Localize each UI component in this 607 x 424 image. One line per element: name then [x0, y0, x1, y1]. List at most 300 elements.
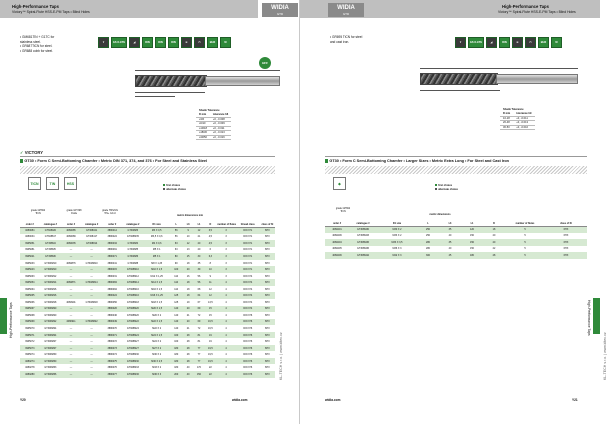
table-cell: M20 X 1,5 — [144, 306, 170, 313]
table-cell: GT308M27 — [40, 338, 62, 345]
table-cell: 3880075 — [102, 358, 122, 365]
table-cell: 4 — [216, 286, 236, 293]
table-cell: 5 — [505, 246, 545, 253]
product-table — [325, 221, 587, 259]
left-page — [0, 0, 300, 424]
table-cell: 6HX — [260, 332, 275, 339]
table-cell: 90 — [170, 260, 183, 267]
table-cell: M22 X 2 — [144, 325, 170, 332]
widia-logo: WIDIA GTD — [262, 3, 298, 17]
table-cell: — — [81, 253, 103, 260]
table-cell: 18 — [183, 292, 194, 299]
table-cell: DIN 374 — [236, 273, 260, 280]
product-table — [20, 222, 275, 378]
table-cell: — — [81, 247, 103, 254]
ticn-grade-icon: TiCN — [28, 177, 41, 190]
column-header: catalogue # — [349, 221, 377, 226]
table-cell: 6HX — [260, 279, 275, 286]
table-cell: 3880084 — [102, 279, 122, 286]
table-cell: 3880056 — [102, 299, 122, 306]
table-cell: GT308021 — [81, 227, 103, 234]
table-cell: 3965051 — [20, 240, 40, 247]
table-cell: 40 — [183, 371, 194, 378]
table-cell: 180 — [170, 351, 183, 358]
table-cell: 28 — [483, 252, 505, 259]
table-cell: 170 — [194, 364, 205, 371]
grade-caption: grade GP692 TiCN — [335, 207, 351, 213]
table-cell: GT308817 — [40, 234, 62, 241]
table-cell: GT308M33 — [40, 364, 62, 371]
grade-caption-2: grade GP 698 Oxide — [66, 209, 82, 215]
first-choice-swatch — [435, 184, 437, 186]
din-icon: DIN — [499, 37, 510, 48]
tap-shank — [496, 74, 578, 84]
column-header: thread class — [236, 222, 260, 227]
table-cell: 150 — [461, 239, 483, 246]
page-number: Y21 — [572, 398, 578, 402]
dimension-line-l1 — [135, 92, 205, 93]
tap-drawing — [135, 74, 280, 88]
table-cell: GT308M12 — [40, 273, 62, 280]
table-cell: 39 — [194, 266, 205, 273]
table-cell: — — [61, 345, 81, 352]
table-cell: 6HX — [260, 292, 275, 299]
table-cell: 110 — [170, 286, 183, 293]
table-cell: GT308M16 — [40, 286, 62, 293]
table-cell: 3965043 — [20, 266, 40, 273]
column-header: D — [204, 222, 216, 227]
table-cell: 12 — [204, 286, 216, 293]
table-cell: 3880071 — [102, 332, 122, 339]
table-cell: 6HX — [260, 234, 275, 241]
table-cell: GT308M24 — [122, 332, 144, 339]
table-cell: M42 X 3 — [377, 252, 417, 259]
table-cell: 28 — [183, 351, 194, 358]
table-cell: 3,5 — [204, 227, 216, 234]
table-cell: — — [61, 351, 81, 358]
table-cell: 5 — [505, 226, 545, 233]
table-cell: 20 — [483, 233, 505, 240]
table-cell: 20 — [183, 319, 194, 326]
table-cell: M36 X 3 — [144, 371, 170, 378]
vertical-url: KL-TECH s.r.o. | www.kltec.cz — [279, 332, 283, 380]
table-cell: GT308M14 — [40, 279, 62, 286]
table-cell: GT308M20 — [40, 306, 62, 313]
table-cell: 40 — [439, 246, 461, 253]
table-cell: 3880076 — [102, 364, 122, 371]
table-cell: 9 — [204, 273, 216, 280]
table-cell: M3 X 0,5 — [144, 227, 170, 234]
tap-flute — [420, 73, 498, 85]
table-row — [325, 252, 587, 259]
site-link[interactable]: widia.com — [232, 398, 248, 402]
table-cell: 80 — [170, 253, 183, 260]
table-cell: 72 — [194, 325, 205, 332]
table-cell: 6HX — [260, 338, 275, 345]
table-cell: DIN 376 — [236, 351, 260, 358]
section-title: GT30 • Form C Semi-Bottoming Chamfer • Metric DIN 371, 374, and 376 • For Steel and Stainless Steel — [20, 159, 207, 163]
table-cell: 125 — [170, 299, 183, 306]
table-cell: 13,5 — [204, 299, 216, 306]
table-cell: M3,5 X 0,6 — [144, 234, 170, 241]
table-cell: 250 — [417, 233, 439, 240]
table-cell: 4080035 — [61, 240, 81, 247]
table-cell: GT308M16 — [122, 292, 144, 299]
table-cell: 6HX — [260, 364, 275, 371]
table-cell: 63 — [170, 247, 183, 254]
table-cell: M24 X 1,5 — [144, 332, 170, 339]
table-cell: M22 X 1,5 — [144, 319, 170, 326]
table-cell: 12 — [194, 227, 205, 234]
table-cell: M8 X 1,25 — [144, 260, 170, 267]
table-cell: 11 — [204, 279, 216, 286]
table-cell: 20 — [183, 306, 194, 313]
metric-icon: M — [551, 37, 562, 48]
table-cell: 4080901 — [61, 299, 81, 306]
table-cell: 110 — [170, 273, 183, 280]
table-cell: 16 — [183, 273, 194, 280]
table-cell: — — [81, 286, 103, 293]
table-cell: 45 — [439, 252, 461, 259]
table-cell: 12 — [183, 240, 194, 247]
table-cell: GT308417 — [81, 234, 103, 241]
table-cell: 15 — [183, 253, 194, 260]
table-cell: 160 — [170, 338, 183, 345]
coating-icons — [333, 177, 346, 190]
table-cell: M4 X 0,6 — [144, 240, 170, 247]
section-marker-icon — [20, 159, 23, 162]
table-cell: — — [61, 292, 81, 299]
coating-icons — [28, 177, 77, 190]
table-cell: 40 — [439, 233, 461, 240]
table-cell: GT308M27 — [122, 338, 144, 345]
table-cell: GT308M27 — [122, 345, 144, 352]
table-cell: 3880026 — [102, 306, 122, 313]
side-tab — [593, 298, 600, 334]
table-cell: GT308M6 — [40, 253, 62, 260]
table-cell: M30 X 2,5 — [144, 358, 170, 365]
table-cell: DIN 371 — [236, 234, 260, 241]
hff-badge-icon: HFF — [259, 57, 271, 69]
table-cell: GT308M10 — [81, 260, 103, 267]
dimension-line-l3 — [135, 96, 175, 97]
table-cell: DIN 374 — [236, 299, 260, 306]
table-cell: 15 — [204, 312, 216, 319]
table-cell: 6HX — [260, 273, 275, 280]
column-header: L3 — [183, 222, 194, 227]
table-cell: GT308M36 — [349, 239, 377, 246]
column-header: number of flutes — [217, 222, 237, 226]
table-cell: GT308M30 — [349, 226, 377, 233]
dimensions-header: metric dimensions — [429, 213, 451, 216]
table-cell: GT308M12 — [122, 273, 144, 280]
blind-hole-icon: ⊓ — [194, 37, 205, 48]
table-cell: 3880072 — [102, 338, 122, 345]
table-cell: — — [81, 371, 103, 378]
table-cell: GT308M30 — [122, 351, 144, 358]
table-cell: 63 — [170, 240, 183, 247]
table-cell: GT308M14 — [81, 279, 103, 286]
table-cell: 18 — [483, 226, 505, 233]
table-cell: M33 X 3,5 — [377, 239, 417, 246]
table-cell: 3880046 — [102, 312, 122, 319]
table-cell: 56 — [194, 279, 205, 286]
table-cell: 4080280 — [20, 371, 40, 378]
table-cell: 3880024 — [102, 292, 122, 299]
table-cell: 4,5 — [204, 234, 216, 241]
table-cell: GT308M14 — [122, 279, 144, 286]
table-cell: GT308M20 — [122, 306, 144, 313]
table-cell: 3965071 — [20, 332, 40, 339]
table-cell: — — [81, 273, 103, 280]
dimension-line-l1 — [420, 90, 500, 91]
table-cell: DIN 371 — [236, 240, 260, 247]
section-hatch — [325, 166, 587, 174]
table-cell: 77 — [194, 345, 205, 352]
column-header: class of fit — [261, 222, 274, 226]
table-cell: 6HX — [545, 233, 587, 240]
table-cell: 6HX — [260, 260, 275, 267]
table-cell: 3 — [216, 234, 236, 241]
table-cell: 6HX — [260, 227, 275, 234]
table-cell: 4 — [216, 345, 236, 352]
table-cell: GT308M24 — [40, 325, 62, 332]
dimensions-header: metric dimensions mm — [176, 214, 204, 217]
alternate-choice-swatch — [163, 188, 165, 190]
section-separator — [20, 156, 275, 157]
table-cell: 72 — [194, 312, 205, 319]
table-cell: 4 — [216, 371, 236, 378]
table-cell: GT308M8 — [122, 260, 144, 267]
table-cell: M33 X 2 — [144, 364, 170, 371]
table-body — [325, 226, 587, 259]
first-choice-swatch — [163, 184, 165, 186]
widia-logo: WIDIA GTD — [328, 3, 364, 17]
tap-form-icon: ▼ — [98, 37, 109, 48]
table-cell: 140 — [170, 306, 183, 313]
table-cell: M36 X 3 — [377, 246, 417, 253]
table-cell: 21 — [183, 325, 194, 332]
table-cell: 3965054 — [20, 279, 40, 286]
tap-flute — [135, 75, 207, 87]
table-cell: 35 — [194, 260, 205, 267]
standard-icon: GS 8-1/TE — [468, 37, 484, 48]
table-cell: 3965033 — [20, 260, 40, 267]
table-cell: 16,5 — [204, 319, 216, 326]
table-cell: GT308M35 — [122, 234, 144, 241]
table-cell: DIN 376 — [236, 345, 260, 352]
table-cell: DIN 376 — [236, 364, 260, 371]
site-link[interactable]: widia.com — [325, 398, 341, 402]
table-cell: 3880077 — [102, 371, 122, 378]
header-title: High-Performance Taps — [502, 4, 549, 9]
table-cell: 6HX — [260, 306, 275, 313]
table-cell: DIN 371 — [236, 247, 260, 254]
ticn-grade-icon: ◆ — [333, 177, 346, 190]
grade-caption-1: grade GP692 TiCN — [30, 209, 46, 215]
tap-form-icon: ▼ — [455, 37, 466, 48]
table-cell: 6HX — [260, 312, 275, 319]
table-cell: 6HX — [545, 226, 587, 233]
table-cell: 16,5 — [204, 325, 216, 332]
table-cell: GT308M27 — [40, 345, 62, 352]
table-cell: GT308M24 — [40, 332, 62, 339]
table-cell: 6HX — [260, 351, 275, 358]
table-cell: GT308814 — [81, 240, 103, 247]
table-cell: 21 — [194, 234, 205, 241]
column-header: order # — [325, 221, 349, 226]
table-cell: 3965072 — [20, 338, 40, 345]
bhx-icon: BHX — [538, 37, 549, 48]
section-marker-icon — [325, 159, 328, 162]
table-cell: GT308M10 — [122, 266, 144, 273]
table-cell: 180 — [170, 358, 183, 365]
column-header: order # — [20, 222, 40, 227]
header-title: High-Performance Taps — [12, 4, 59, 9]
table-cell: 3965021 — [20, 253, 40, 260]
table-cell: 3 — [216, 240, 236, 247]
header-subtitle: Victory™ Spiral-Flute HSS-E-PM Taps • Blind Holes — [12, 10, 90, 14]
table-cell: 280 — [417, 239, 439, 246]
table-cell: 125 — [170, 292, 183, 299]
table-cell: — — [61, 306, 81, 313]
table-cell: — — [61, 371, 81, 378]
table-cell: GT308M20 — [122, 312, 144, 319]
table-cell: 3965081 — [20, 247, 40, 254]
table-cell: 28 — [183, 338, 194, 345]
table-cell: 6HX — [260, 345, 275, 352]
table-cell: 81 — [194, 338, 205, 345]
table-cell: 22 — [204, 371, 216, 378]
table-cell: 8 — [204, 260, 216, 267]
table-cell: — — [61, 286, 81, 293]
table-cell: 3880073 — [102, 345, 122, 352]
oxide-grade-icon: TIN — [46, 177, 59, 190]
table-cell: 28 — [183, 332, 194, 339]
table-cell: DIN 371 — [236, 227, 260, 234]
table-cell: 4 — [216, 332, 236, 339]
table-cell: 110 — [170, 279, 183, 286]
table-cell: 4080206 — [325, 233, 349, 240]
table-cell: — — [61, 364, 81, 371]
table-cell: 4080278 — [20, 364, 40, 371]
table-cell: DIN 376 — [236, 358, 260, 365]
table-cell: 140 — [170, 319, 183, 326]
table-cell: 81 — [194, 332, 205, 339]
table-cell: 4080206 — [325, 252, 349, 259]
section-hatch — [20, 166, 275, 174]
table-cell: 28 — [183, 345, 194, 352]
table-cell: 3965066 — [20, 299, 40, 306]
table-cell: M30 X 2 — [144, 351, 170, 358]
table-cell: GT308M33 — [349, 233, 377, 240]
table-cell: 300 — [417, 252, 439, 259]
table-cell: 3 — [216, 273, 236, 280]
table-cell: DIN 376 — [236, 325, 260, 332]
legend: first choice alternate choice — [435, 184, 458, 191]
table-cell: 100 — [170, 266, 183, 273]
tap-shank — [205, 76, 280, 86]
table-cell: 21 — [183, 312, 194, 319]
table-cell: — — [61, 247, 81, 254]
table-cell: GT308M4 — [122, 240, 144, 247]
header-bar — [0, 0, 258, 18]
table-cell: GT308020 — [40, 227, 62, 234]
shank-tolerance-table: Shank Tolerance D mm tolerance h9 10-18 +0, -0.011 20-48 +0, -0.013 30-50 +0, -0.016 — [500, 107, 535, 130]
table-cell: — — [81, 332, 103, 339]
table-cell: GT308M18 — [40, 299, 62, 306]
table-cell: 19 — [204, 332, 216, 339]
feature-icons — [98, 37, 231, 48]
table-cell: 4 — [216, 364, 236, 371]
table-cell: M10 X 1,5 — [144, 266, 170, 273]
table-cell: 6HX — [260, 286, 275, 293]
legend: first choice alternate choice — [163, 184, 186, 191]
table-cell: DIN 371 — [236, 260, 260, 267]
tin-grade-icon: HSS — [64, 177, 77, 190]
header-subtitle: Victory™ Spiral-Flute HSS-E-PM Taps • Blind Holes — [498, 10, 576, 14]
table-cell: 22 — [483, 246, 505, 253]
table-cell: 5 — [505, 252, 545, 259]
shank-tolerance-table: Shank Tolerance D mm tolerance h6 ≤3/6 +0, -0.008 ≥6/10 +0, -0.009 ≥10/18 +0, -0.011 ≥18/30 +0, -0.013 ≥30/50 +0, -0.016 — [196, 108, 231, 140]
table-cell: — — [81, 364, 103, 371]
table-cell: 77 — [194, 358, 205, 365]
table-cell: 56 — [170, 234, 183, 241]
table-cell: 19,5 — [204, 351, 216, 358]
table-cell: GT308M42 — [349, 252, 377, 259]
table-cell: GT308M18 — [122, 299, 144, 306]
table-cell: 250 — [417, 226, 439, 233]
table-cell: 3965065 — [20, 292, 40, 299]
table-body — [20, 227, 275, 378]
column-header: order # — [102, 222, 122, 227]
table-cell: DIN 374 — [236, 306, 260, 313]
feature-icons — [455, 37, 562, 48]
table-cell: 9 — [183, 227, 194, 234]
table-cell: 64 — [194, 292, 205, 299]
table-cell: 200 — [170, 371, 183, 378]
table-cell: DIN 374 — [236, 292, 260, 299]
column-header: catalogue # — [81, 222, 103, 227]
table-cell: 3965068 — [20, 312, 40, 319]
table-cell: 13 — [183, 247, 194, 254]
table-cell: 3 — [216, 247, 236, 254]
column-header: number of flutes — [505, 221, 545, 226]
table-cell: 160 — [170, 332, 183, 339]
table-cell: 3 — [216, 260, 236, 267]
table-cell: GT308M4 — [40, 240, 62, 247]
table-cell: — — [61, 312, 81, 319]
right-page — [300, 0, 607, 424]
table-cell: 4 — [216, 338, 236, 345]
table-cell: 150 — [461, 246, 483, 253]
table-cell: GT308M3 — [122, 227, 144, 234]
table-cell: — — [81, 351, 103, 358]
grade-caption-3: grade HSS/GS TiN+ GC-0 — [102, 209, 118, 215]
table-cell: 3 — [216, 253, 236, 260]
table-cell: 6HX — [260, 240, 275, 247]
table-cell: 6,3 — [204, 253, 216, 260]
table-cell: 22 — [204, 364, 216, 371]
table-cell: 19 — [204, 338, 216, 345]
spiral-icon: ≋ — [512, 37, 523, 48]
table-cell: GT308M6 — [122, 253, 144, 260]
table-cell: 20 — [194, 240, 205, 247]
table-cell: 140 — [170, 312, 183, 319]
column-header: L1 — [194, 222, 205, 227]
table-cell: 6HX — [260, 253, 275, 260]
table-cell: 6 — [204, 247, 216, 254]
